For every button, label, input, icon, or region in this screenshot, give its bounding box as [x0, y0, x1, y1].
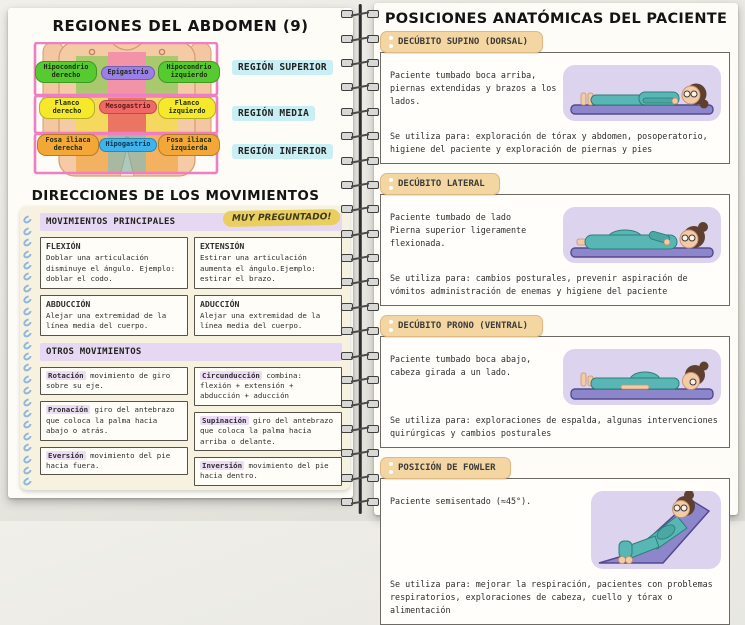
- patient-prone-illustration: [563, 349, 721, 405]
- tab-dots-icon: [389, 320, 393, 332]
- movement-card-pronacion: Pronación giro del antebrazo que coloca la palma hacia abajo o atrás.: [40, 401, 188, 440]
- tab-dots-icon: [389, 462, 393, 474]
- movement-card-eversion: Eversión movimiento del pie hacia fuera.: [40, 447, 188, 476]
- tab-decubito-prono: DECÚBITO PRONO (VENTRAL): [380, 315, 543, 337]
- abdomen-pill: Hipogastrio: [99, 138, 157, 152]
- patient-lateral-illustration: [563, 207, 721, 263]
- movement-card-rotacion: Rotación movimiento de giro sobre su eje.: [40, 367, 188, 396]
- abdomen-pill: Fosa iliaca izquierda: [158, 134, 220, 156]
- movement-card-abduccion: ABDUCCIÓN Alejar una extremidad de la línea media del cuerpo.: [40, 295, 188, 336]
- tab-decubito-lateral: DECÚBITO LATERAL: [380, 173, 500, 195]
- patient-supine-illustration: [563, 65, 721, 121]
- tab-dots-icon: [389, 36, 393, 48]
- abdomen-pill: Flanco izquierdo: [158, 97, 216, 119]
- region-inferior-label: REGIÓN INFERIOR: [232, 144, 333, 159]
- right-page: [374, 3, 738, 616]
- abdomen-pill: Fosa iliaca derecha: [37, 134, 99, 156]
- tab-dots-icon: [389, 178, 393, 190]
- patient-fowler-illustration: [591, 491, 721, 569]
- movement-card-circunduccion: Circunducción combina: flexión + extensión + abducción + aducción: [194, 367, 342, 406]
- abdomen-pill: Flanco derecho: [39, 97, 95, 119]
- movement-card-inversion: Inversión movimiento del pie hacia dentro.: [194, 457, 342, 486]
- movements-notepad: [20, 206, 350, 490]
- abdomen-diagram: [32, 42, 228, 184]
- movement-card-aduccion: ADUCCIÓN Alejar una extremidad de la línea media del cuerpo.: [194, 295, 342, 336]
- tab-decubito-supino: DECÚBITO SUPINO (DORSAL): [380, 31, 543, 53]
- left-page-title: REGIONES DEL ABDOMEN (9): [52, 17, 309, 35]
- movement-card-supinacion: Supinación giro del antebrazo que coloca la palma hacia arriba o delante.: [194, 412, 342, 451]
- region-media-label: REGIÓN MEDIA: [232, 106, 315, 121]
- region-superior-label: REGIÓN SUPERIOR: [232, 60, 333, 75]
- left-page: [8, 8, 353, 498]
- movement-card-extension: EXTENSIÓN Estirar una articulación aumenta el ángulo.Ejemplo: estirar el brazo.: [194, 237, 342, 289]
- abdomen-pill: Epigastrio: [101, 66, 155, 80]
- section-movimientos-principales: MOVIMIENTOS PRINCIPALES: [40, 213, 342, 231]
- position-card-lateral: DECÚBITO LATERAL Paciente tumbado de lado Pierna superior ligeramente flexionada. Se utiliza para: cambios posturales, prevenir aspiración de vómitos administración de enemas y higiene del paciente: [380, 173, 730, 306]
- abdomen-pill: Hipocondrio derecho: [35, 61, 97, 83]
- muy-preguntado-badge: MUY PREGUNTADO!: [222, 209, 340, 227]
- position-card-prono: DECÚBITO PRONO (VENTRAL) Paciente tumbado boca abajo, cabeza girada a un lado. Se utiliza para: exploraciones de espalda, algunas intervenciones quirúrgicas y cambios posturales: [380, 315, 730, 448]
- position-card-supino: DECÚBITO SUPINO (DORSAL) Paciente tumbado boca arriba, piernas extendidas y brazos a los lados. Se utiliza para: exploración de tórax y abdomen, posoperatorio, higiene del paciente y exploración de piernas y pies: [380, 31, 730, 164]
- position-card-fowler: POSICIÓN DE FOWLER Paciente semisentado (≈45°). Se utiliza para: mejorar la respiración, pacientes con problemas respiratorios, exploraciones de cabeza, cuello y tórax o alimentación: [380, 457, 730, 625]
- section-otros-movimientos: OTROS MOVIMIENTOS: [40, 343, 342, 361]
- notepad-coil: [21, 212, 36, 486]
- movement-card-flexion: FLEXIÓN Doblar una articulación disminuye el ángulo. Ejemplo: doblar el codo.: [40, 237, 188, 289]
- movements-title: DIRECCIONES DE LOS MOVIMIENTOS: [31, 188, 320, 204]
- right-page-title: POSICIONES ANATÓMICAS DEL PACIENTE: [384, 11, 728, 27]
- abdomen-pill: Hipocondrio izquierdo: [158, 61, 220, 83]
- abdomen-pill: Mesogastrio: [99, 100, 157, 114]
- tab-posicion-fowler: POSICIÓN DE FOWLER: [380, 457, 511, 479]
- spiral-binding: [340, 2, 380, 516]
